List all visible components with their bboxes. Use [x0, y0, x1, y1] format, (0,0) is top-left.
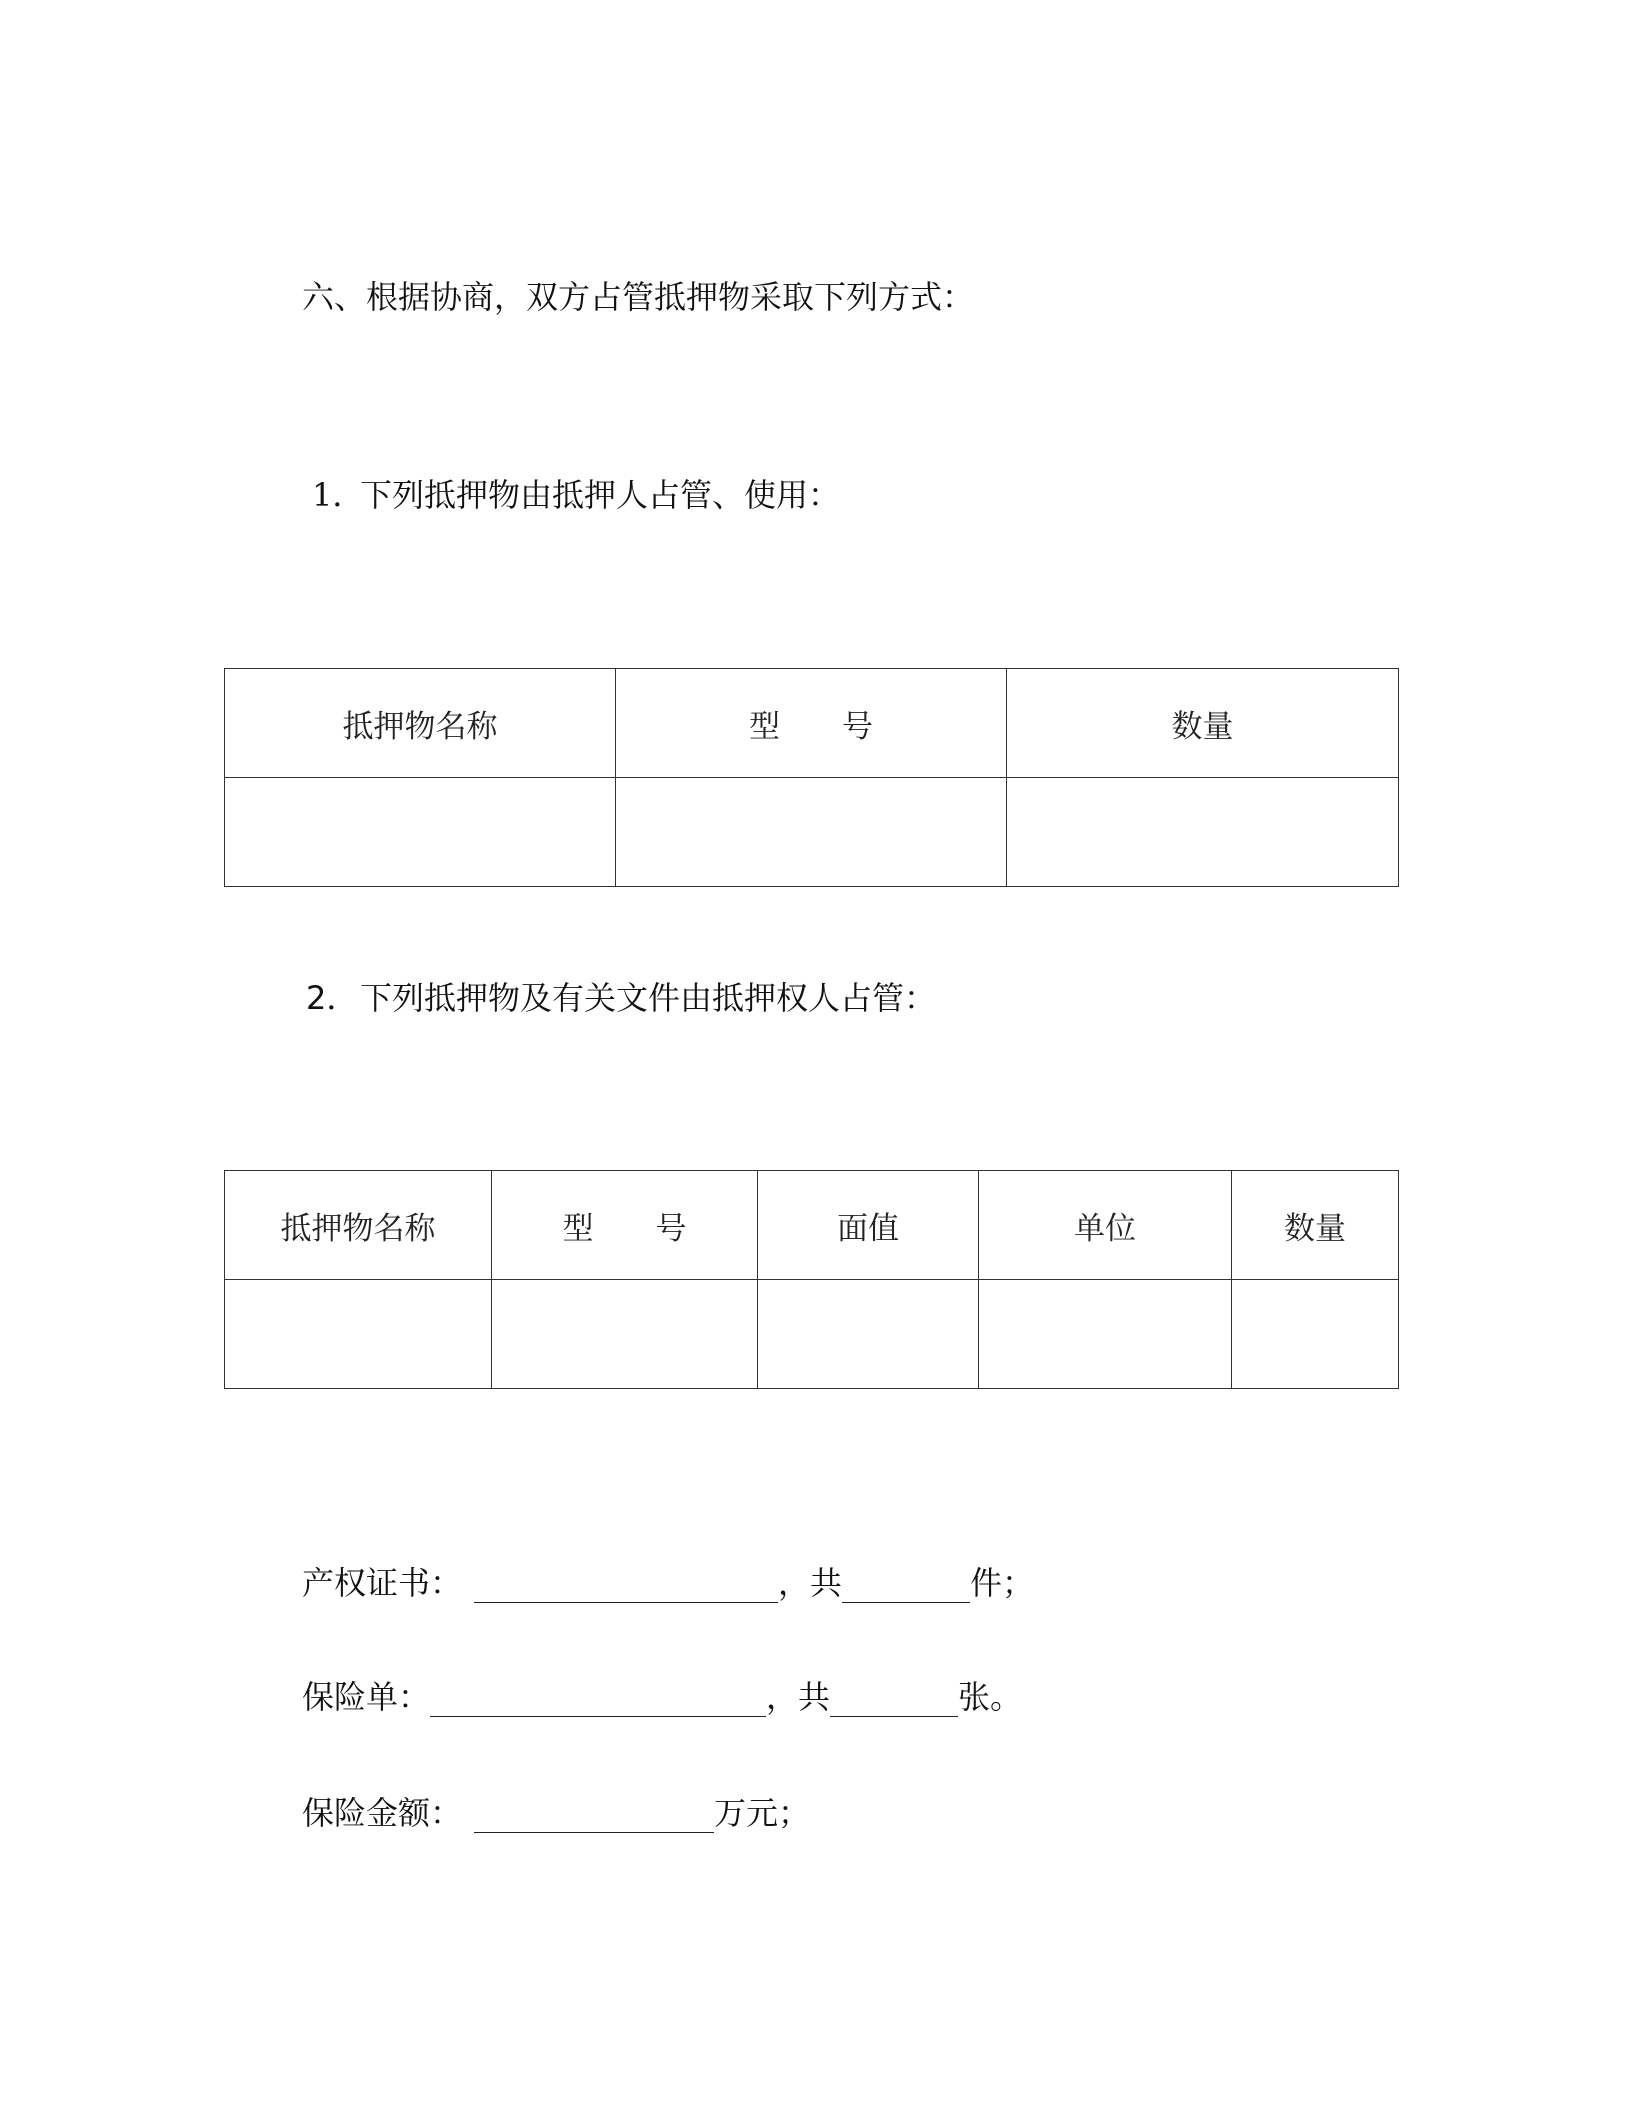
table-cell[interactable]: [979, 1280, 1232, 1389]
column-header-collateral-name: 抵押物名称: [225, 669, 616, 778]
column-header-unit: 单位: [979, 1171, 1232, 1280]
item-2-text: 下列抵押物及有关文件由抵押权人占管：: [360, 979, 937, 1017]
policy-count-prefix: ，共: [766, 1678, 831, 1716]
column-header-face-value: 面值: [758, 1171, 979, 1280]
item-2: [306, 978, 936, 1018]
item-1-text: 下列抵押物由抵押人占管、使用：: [360, 476, 841, 514]
policy-count-suffix: 张。: [958, 1678, 1023, 1716]
table-cell[interactable]: [225, 778, 616, 887]
table-row: [225, 1280, 1399, 1389]
column-header-quantity: 数量: [1232, 1171, 1399, 1280]
certificate-label: 产权证书：: [302, 1564, 463, 1602]
item-1-number: 1．: [312, 476, 365, 514]
column-header-quantity: 数量: [1007, 669, 1399, 778]
table-borrower-collateral: [224, 668, 1399, 887]
column-header-model: 型 号: [492, 1171, 758, 1280]
policy-label: 保险单：: [302, 1678, 431, 1716]
table-header-row: [225, 1171, 1399, 1280]
amount-blank[interactable]: [474, 1794, 714, 1833]
column-header-collateral-name: 抵押物名称: [225, 1171, 492, 1280]
amount-suffix: 万元；: [714, 1794, 811, 1832]
table-cell[interactable]: [1007, 778, 1399, 887]
certificate-blank[interactable]: [474, 1564, 778, 1603]
table-cell[interactable]: [616, 778, 1007, 887]
policy-count-blank[interactable]: [830, 1678, 958, 1717]
section-heading: 六、根据协商，双方占管抵押物采取下列方式：: [302, 278, 975, 316]
table-cell[interactable]: [758, 1280, 979, 1389]
certificate-field-row: [302, 1563, 1034, 1603]
column-header-model: 型 号: [616, 669, 1007, 778]
policy-blank[interactable]: [430, 1678, 766, 1717]
amount-label: 保险金额：: [302, 1794, 463, 1832]
item-1: [306, 475, 840, 515]
table-cell[interactable]: [1232, 1280, 1399, 1389]
table-cell[interactable]: [492, 1280, 758, 1389]
table-lender-collateral: [224, 1170, 1399, 1389]
policy-field-row: [302, 1677, 1022, 1717]
table-header-row: [225, 669, 1399, 778]
amount-field-row: [302, 1793, 810, 1833]
certificate-count-blank[interactable]: [842, 1564, 970, 1603]
certificate-count-prefix: ，共: [778, 1564, 843, 1602]
item-2-number: 2．: [306, 979, 359, 1017]
certificate-count-suffix: 件；: [970, 1564, 1035, 1602]
table-cell[interactable]: [225, 1280, 492, 1389]
table-row: [225, 778, 1399, 887]
